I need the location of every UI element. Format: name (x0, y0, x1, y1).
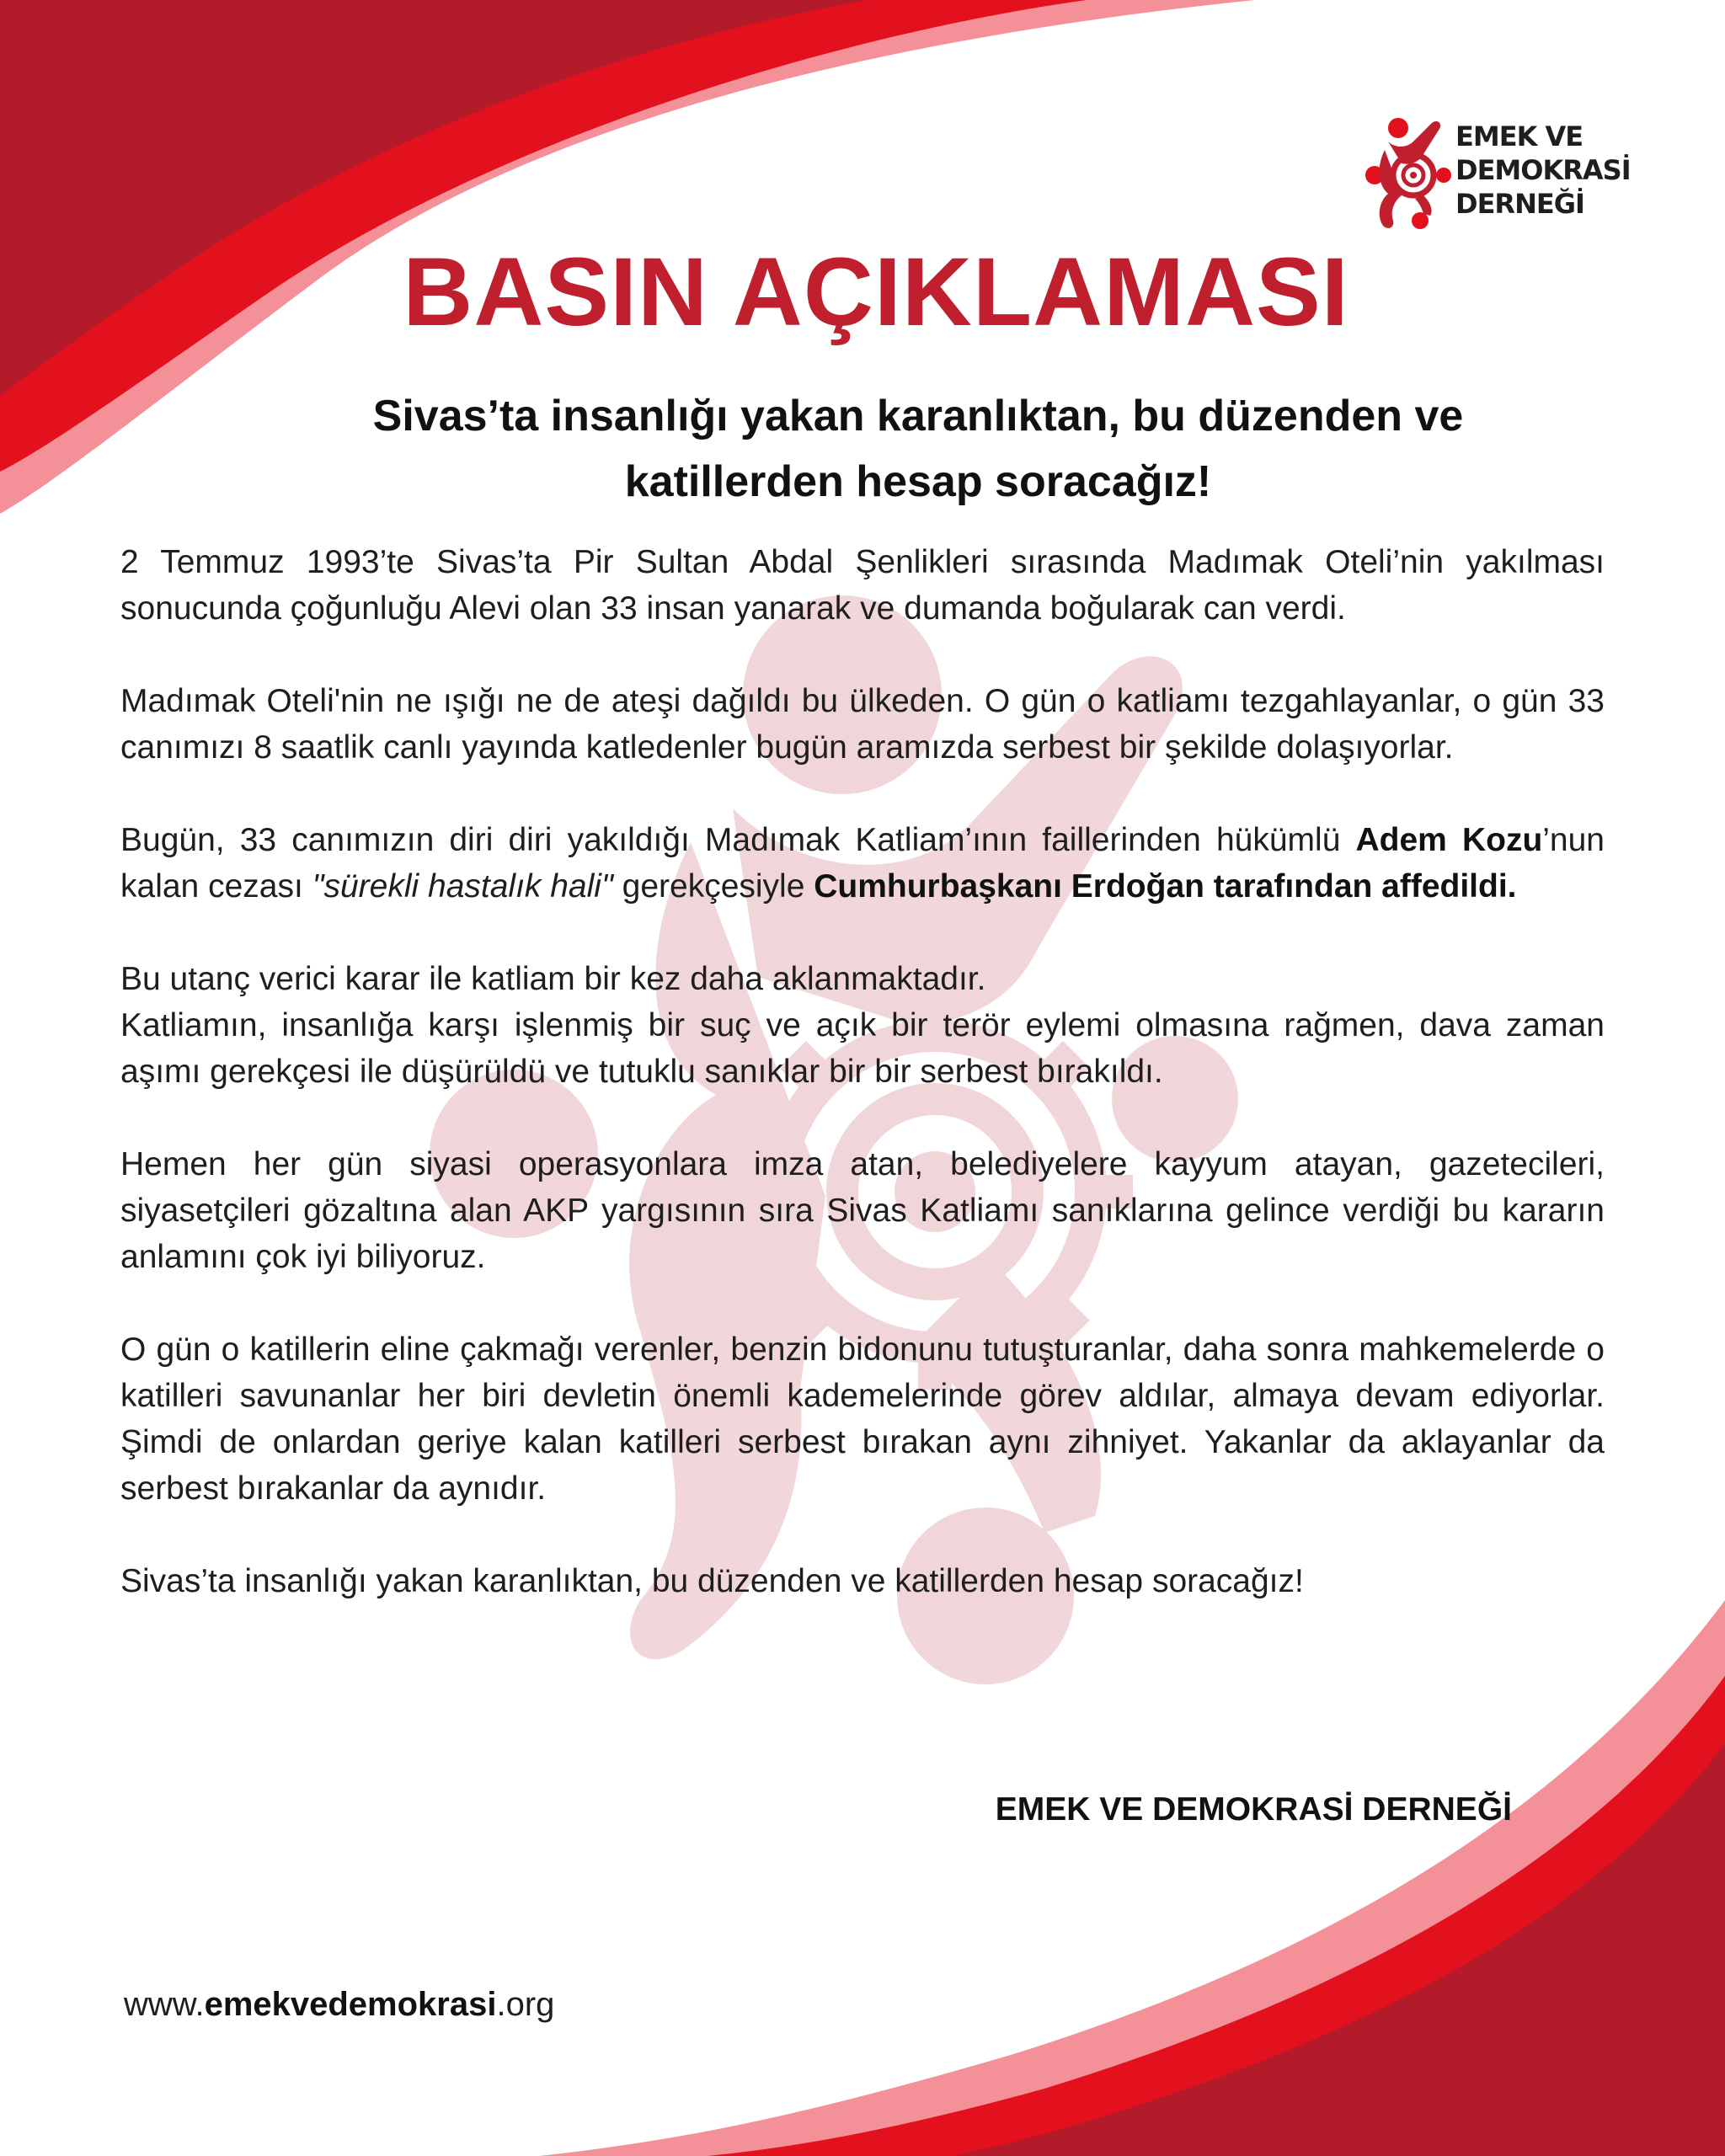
logo-line-1: EMEK VE (1455, 120, 1583, 152)
paragraph-3-bold-pardon: Cumhurbaşkanı Erdoğan tarafından affedildi. (814, 868, 1517, 905)
website-name: emekvedemokrasi (204, 1986, 497, 2023)
signature: EMEK VE DEMOKRASİ DERNEĞİ (995, 1791, 1512, 1828)
paragraph-3 (120, 817, 1605, 910)
emek-ve-demokrasi-logo-icon (1365, 116, 1457, 231)
paragraph-2: Madımak Oteli'nin ne ışığı ne de ateşi dağıldı bu ülkeden. O gün o katliamı tezgahlayanlar, o gün 33 canımızı 8 saatlik canlı yayında katledenler bugün aramızda serbest bir şekilde dolaşıyorlar. (120, 683, 1605, 766)
statement-body (120, 539, 1605, 1651)
paragraph-3-part-3: gerekçesiyle (612, 868, 814, 905)
logo-line-3: DERNEĞİ (1455, 188, 1584, 220)
paragraph-3-part-1: Bugün, 33 canımızın diri diri yakıldığı Madımak Katliam’ının faillerinden hükümlü (120, 822, 1356, 858)
paragraph-3-bold-name: Adem Kozu (1355, 822, 1543, 858)
paragraph-4b: Katliamın, insanlığa karşı işlenmiş bir suç ve açık bir terör eylemi olmasına rağmen, dava zaman aşımı gerekçesi ile düşürüldü ve tutuklu sanıklar bir bir serbest bırakıldı. (120, 1007, 1605, 1090)
page-title: BASIN AÇIKLAMASI (403, 238, 1349, 346)
subtitle-line-1: Sivas’ta insanlığı yakan karanlıktan, bu düzenden ve (372, 392, 1464, 440)
paragraph-4a: Bu utanç verici karar ile katliam bir kez daha aklanmaktadır. (120, 961, 986, 997)
paragraph-6: O gün o katillerin eline çakmağı verenler, benzin bidonunu tutuşturanlar, daha sonra mahkemelerde o katilleri savunanlar her biri devletin önemli kademelerinde görev aldılar, almaya devam ediyorlar. Şimdi de onlardan geriye kalan katilleri serbest bırakan aynı zihniyet. Yakanlar da aklayanlar da serbest bırakanlar da aynıdır. (120, 1331, 1605, 1507)
paragraph-7: Sivas’ta insanlığı yakan karanlıktan, bu düzenden ve katillerden hesap soracağız! (120, 1563, 1304, 1599)
logo-wordmark (1455, 120, 1631, 221)
website-prefix: www. (124, 1986, 205, 2023)
organization-logo (1365, 109, 1631, 236)
paragraph-3-italic-quote: "sürekli hastalık hali" (312, 868, 613, 905)
logo-line-2: DEMOKRASİ (1455, 154, 1631, 186)
subtitle-line-2: katillerden hesap soracağız! (624, 457, 1212, 506)
paragraph-3-part-2: ’nun kalan cezası (120, 822, 1605, 905)
paragraph-5: Hemen her gün siyasi operasyonlara imza atan, belediyelere kayyum atayan, gazetecileri, siyasetçileri gözaltına alan AKP yargısının sıra Sivas Katliamı sanıklarına gelince verdiği bu kararın anlamını çok iyi biliyoruz. (120, 1146, 1605, 1275)
subtitle (261, 383, 1575, 515)
website-link[interactable] (124, 1986, 554, 2024)
paragraph-1: 2 Temmuz 1993’te Sivas’ta Pir Sultan Abdal Şenlikleri sırasında Madımak Oteli’nin yakılması sonucunda çoğunluğu Alevi olan 33 insan yanarak ve dumanda boğularak can verdi. (120, 544, 1605, 627)
website-suffix: .org (496, 1986, 555, 2023)
